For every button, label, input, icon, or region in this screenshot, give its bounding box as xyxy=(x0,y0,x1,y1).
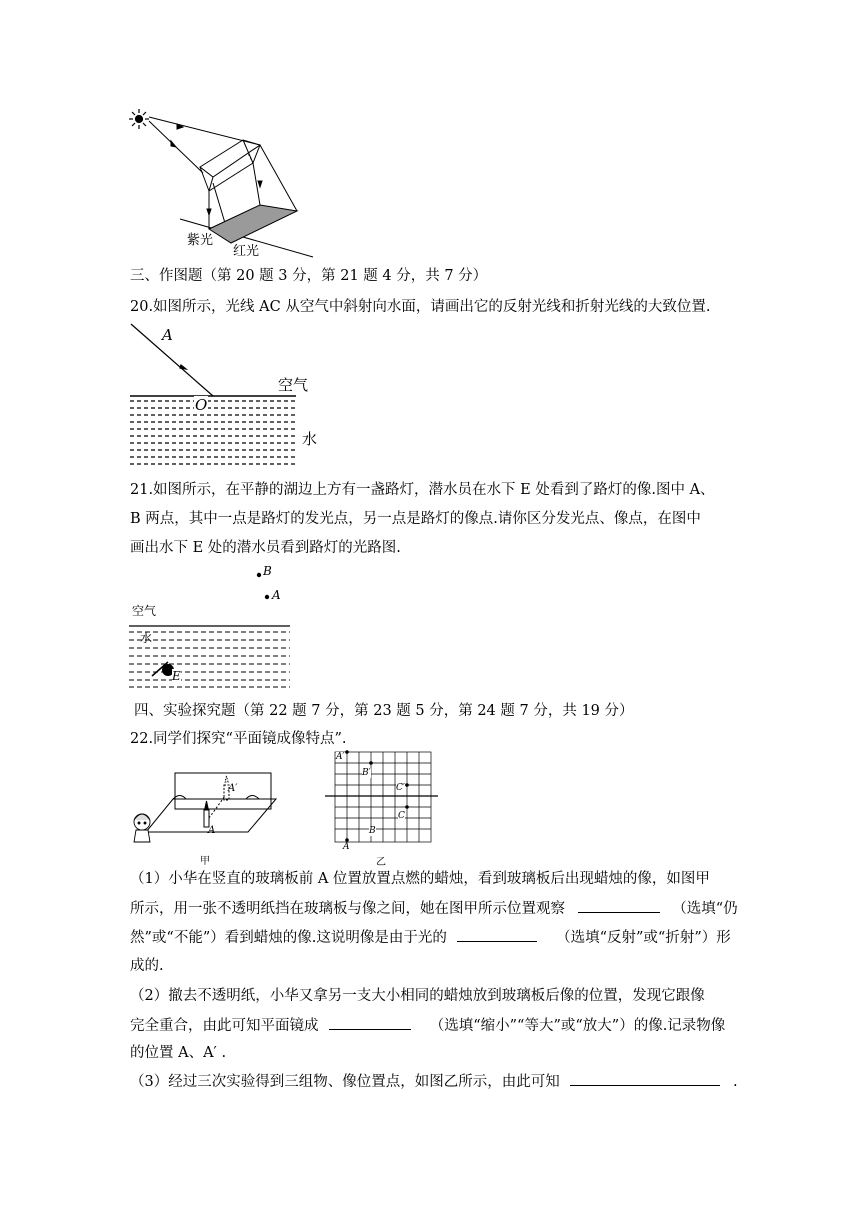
question-21-line-1: 21.如图所示，在平静的湖边上方有一盏路灯，潜水员在水下 E 处看到了路灯的像.图中 A、 xyxy=(130,482,715,498)
q22-part1-line-1: （1）小华在竖直的玻璃板前 A 位置放置点燃的蜡烛，看到玻璃板后出现蜡烛的像，如图甲 xyxy=(130,871,710,887)
q22-part3-line-1 xyxy=(130,1071,738,1092)
question-21-line-2: B 两点，其中一点是路灯的发光点，另一点是路灯的像点.请你区分发光点、像点，在图中 xyxy=(130,511,701,527)
glass-plate xyxy=(175,773,271,809)
b-label: B xyxy=(369,826,376,836)
prism-dispersion-figure xyxy=(125,105,315,260)
point-b-label: B xyxy=(263,564,272,578)
q22-part1-line-3-text: 然”或“不能”）看到蜡烛的像.这说明像是由于光的 xyxy=(130,930,447,946)
figure-yi-caption: 乙 xyxy=(376,857,386,868)
q22-part2-line-3: 的位置 A、A′ . xyxy=(130,1045,227,1061)
q22-part1-line-3-hint: （选填“反射”或“折射”）形 xyxy=(556,930,731,946)
section-3-heading: 三、作图题（第 20 题 3 分，第 21 题 4 分，共 7 分） xyxy=(130,268,488,284)
point-a-dot xyxy=(265,595,269,599)
c-label: C xyxy=(398,811,405,821)
q22-part1-line-3 xyxy=(130,927,731,948)
a-prime-label: A′ xyxy=(228,783,238,794)
a-label: A xyxy=(208,825,216,836)
violet-light-label: 紫光 xyxy=(187,233,214,248)
q22-part2-line-1: （2）撤去不透明纸，小华又拿另一支大小相同的蜡烛放到玻璃板后像的位置，发现它跟像 xyxy=(130,988,705,1004)
answer-blank-1[interactable] xyxy=(578,898,660,913)
prism-diagram xyxy=(125,105,315,260)
air-label: 空气 xyxy=(278,376,309,394)
q22-part1-line-2-hint: （选填“仍 xyxy=(672,901,738,917)
girl-observer-icon xyxy=(134,814,150,842)
point-b-dot xyxy=(257,573,261,577)
q22-part3-line-1-end: . xyxy=(732,1074,738,1090)
figure-jia xyxy=(128,752,288,867)
point-e-label: E xyxy=(172,669,181,683)
question-21-line-3: 画出水下 E 处的潜水员看到路灯的光路图. xyxy=(130,540,401,556)
question-20-text: 20.如图所示，光线 AC 从空气中斜射向水面，请画出它的反射光线和折射光线的大致位置. xyxy=(130,299,711,315)
q22-part1-line-4: 成的. xyxy=(130,958,164,974)
red-light-label: 红光 xyxy=(233,244,260,259)
q20-figure xyxy=(128,322,328,472)
c-prime-label: C′ xyxy=(396,783,405,793)
point-a-label: A xyxy=(162,326,173,344)
air-label: 空气 xyxy=(132,604,157,618)
grid xyxy=(335,752,431,842)
b-prime-label: B′ xyxy=(362,768,371,778)
answer-blank-3[interactable] xyxy=(329,1015,411,1030)
question-22-intro: 22.同学们探究“平面镜成像特点”. xyxy=(130,731,347,747)
q22-part1-line-2-text: 所示，用一张不透明纸挡在玻璃板与像之间，她在图甲所示位置观察 xyxy=(130,901,565,917)
point-a-label: A xyxy=(272,588,281,602)
q21-lake-diagram xyxy=(128,566,298,691)
q20-water-surface-diagram xyxy=(128,322,328,472)
point-o-label: O xyxy=(195,396,208,414)
sun-icon xyxy=(129,109,149,129)
answer-blank-4[interactable] xyxy=(570,1071,720,1086)
water-label: 水 xyxy=(140,631,153,645)
q22-part2-line-2 xyxy=(130,1015,725,1036)
answer-blank-2[interactable] xyxy=(457,927,537,942)
figure-jia-caption: 甲 xyxy=(200,856,210,867)
q22-part2-line-2-hint: （选填“缩小”“等大”或“放大”）的像.记录物像 xyxy=(429,1018,726,1034)
figure-yi xyxy=(324,750,444,866)
section-4-heading: 四、实验探究题（第 22 题 7 分，第 23 题 5 分，第 24 题 7 分，共 19 分） xyxy=(134,703,634,719)
water-label: 水 xyxy=(302,430,318,448)
q21-figure xyxy=(128,566,298,691)
q22-part1-line-2 xyxy=(130,898,738,919)
object-image-grid-diagram xyxy=(324,750,444,848)
a-prime-label: A′ xyxy=(336,752,345,762)
a-label: A xyxy=(343,842,350,852)
q22-part3-line-1-text: （3）经过三次实验得到三组物、像位置点，如图乙所示，由此可知 xyxy=(130,1074,560,1090)
q22-part2-line-2-text: 完全重合，由此可知平面镜成 xyxy=(130,1018,319,1034)
